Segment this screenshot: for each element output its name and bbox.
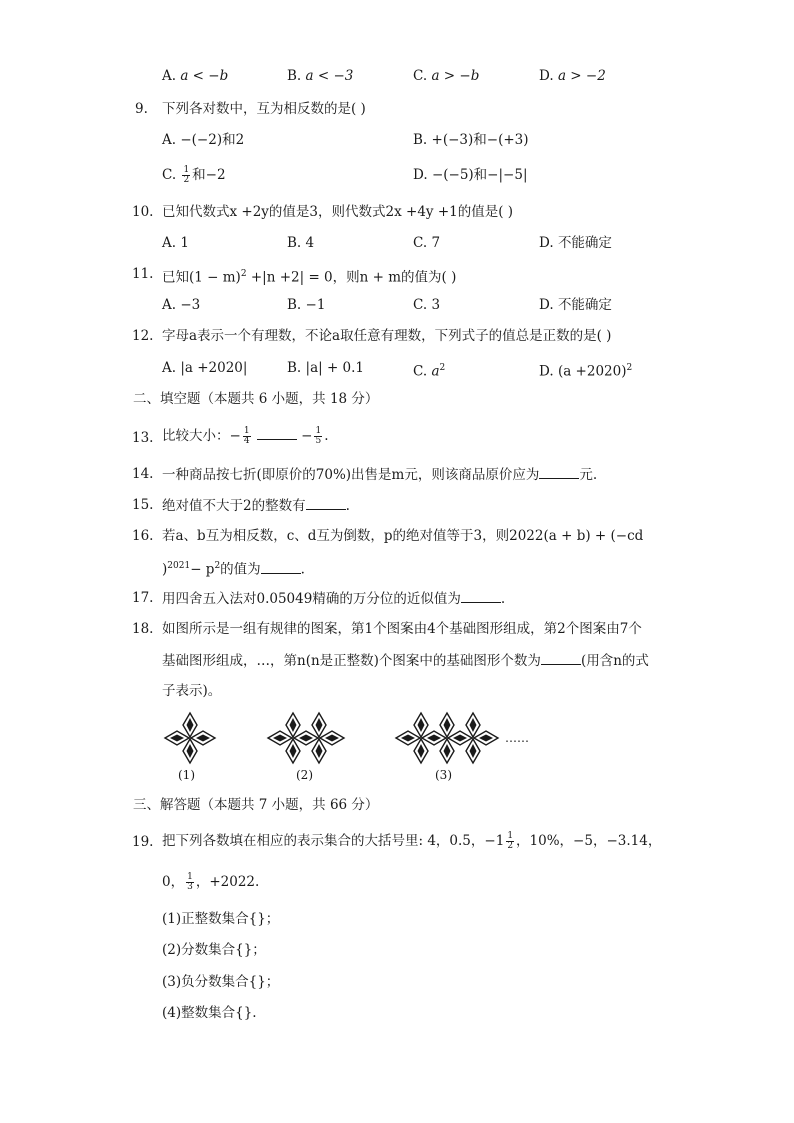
q12-stem: 字母a表示一个有理数，不论a取任意有理数，下列式子的值总是正数的是( ) — [162, 328, 612, 344]
q18-line1: 如图所示是一组有规律的图案，第1个图案由4个基础图形组成，第2个图案由7个 — [162, 621, 642, 637]
q9-option-b: B. +(−3)和−(+3) — [413, 132, 529, 148]
q9-option-a: A. −(−2)和2 — [162, 132, 245, 148]
q18-ellipsis: …… — [505, 731, 529, 745]
q8-option-c: C. a > −b — [413, 68, 480, 84]
q19-item-2: (2)分数集合{}； — [162, 942, 266, 958]
q19-item-1: (1)正整数集合{}； — [162, 911, 280, 927]
section-fill-in-heading: 二、填空题（本题共 6 小题，共 18 分） — [133, 391, 379, 407]
q15-blank[interactable] — [306, 497, 346, 510]
q13-number: 13. — [132, 430, 154, 446]
q14-blank[interactable] — [539, 466, 579, 479]
q10-option-b: B. 4 — [287, 235, 315, 251]
q15-number: 15. — [132, 497, 154, 513]
q18-number: 18. — [132, 621, 154, 637]
pattern-2 — [268, 713, 344, 763]
q10-option-a: A. 1 — [162, 235, 189, 251]
q14-number: 14. — [132, 466, 154, 482]
q9-number: 9. — [135, 101, 148, 117]
q18-pattern-figure — [160, 708, 540, 768]
q16-blank[interactable] — [261, 561, 301, 574]
q12-option-b: B. |a| + 0.1 — [287, 360, 365, 376]
pattern-3 — [396, 713, 498, 763]
q18-label-3: (3) — [435, 768, 452, 782]
q17-stem: 用四舍五入法对0.05049精确的万分位的近似值为 . — [162, 591, 506, 607]
q9-option-c: C. $\frac{1}{2}$ 和−2 — [162, 165, 226, 185]
q19-line1: 把下列各数填在相应的表示集合的大括号里: 4，0.5，−1 $\frac{1}{2}$ ，10%，−5，−3.14， — [162, 831, 662, 851]
section-answer-heading: 三、解答题（本题共 7 小题，共 66 分） — [133, 797, 379, 813]
q12-option-d: D. $(a +2020)^2$ — [539, 363, 633, 380]
q8-option-b: B. a < −3 — [287, 68, 354, 84]
q12-option-c: C. $a^2$ — [413, 363, 446, 380]
q19-line2: 0， $\frac{1}{3}$ ，+2022. — [162, 872, 260, 892]
q16-line2: )$^{2021}- p^2$的值为 . — [162, 561, 305, 578]
q10-option-d: D. 不能确定 — [539, 235, 612, 251]
q16-line1: 若a、b互为相反数，c、d互为倒数，p的绝对值等于3，则2022(a + b) + (−cd — [162, 528, 644, 544]
q19-item-3: (3)负分数集合{}； — [162, 974, 280, 990]
q13-blank[interactable] — [257, 427, 297, 440]
q9-stem: 下列各对数中，互为相反数的是( ) — [162, 101, 366, 117]
q11-option-b: B. −1 — [287, 297, 326, 313]
q12-option-a: A. |a +2020| — [162, 360, 248, 376]
q11-option-d: D. 不能确定 — [539, 297, 612, 313]
q17-blank[interactable] — [461, 590, 501, 603]
q9-option-d: D. −(−5)和−|−5| — [413, 167, 528, 183]
q18-label-1: (1) — [178, 768, 195, 782]
q18-line2: 基础图形组成，…，第n(n是正整数)个图案中的基础图形个数为 (用含n的式 — [162, 653, 649, 669]
q8-option-a: A. a < −b — [162, 68, 229, 84]
q14-stem: 一种商品按七折(即原价的70%)出售是m元，则该商品原价应为 元. — [162, 467, 598, 483]
q18-label-2: (2) — [296, 768, 313, 782]
q18-blank[interactable] — [541, 652, 581, 665]
q16-number: 16. — [132, 528, 154, 544]
q15-stem: 绝对值不大于2的整数有 . — [162, 498, 350, 514]
q10-stem: 已知代数式x +2y的值是3，则代数式2x +4y +1的值是( ) — [162, 204, 514, 220]
q8-option-d: D. a > −2 — [539, 68, 606, 84]
q11-stem: 已知$(1 - m)^2 +|n +2| = 0$，则n + m的值为( ) — [162, 269, 457, 286]
q19-number: 19. — [132, 834, 154, 850]
q11-option-c: C. 3 — [413, 297, 441, 313]
q13-stem: 比较大小：− $\frac{1}{4}$ − $\frac{1}{5}$ . — [162, 426, 329, 446]
q11-number: 11. — [132, 266, 154, 282]
q18-line3: 子表示)。 — [162, 683, 222, 699]
q11-option-a: A. −3 — [162, 297, 201, 313]
q19-item-4: (4)整数集合{}. — [162, 1005, 257, 1021]
pattern-1 — [165, 713, 215, 763]
q10-option-c: C. 7 — [413, 235, 441, 251]
q10-number: 10. — [132, 204, 154, 220]
q12-number: 12. — [132, 328, 154, 344]
q17-number: 17. — [132, 590, 154, 606]
